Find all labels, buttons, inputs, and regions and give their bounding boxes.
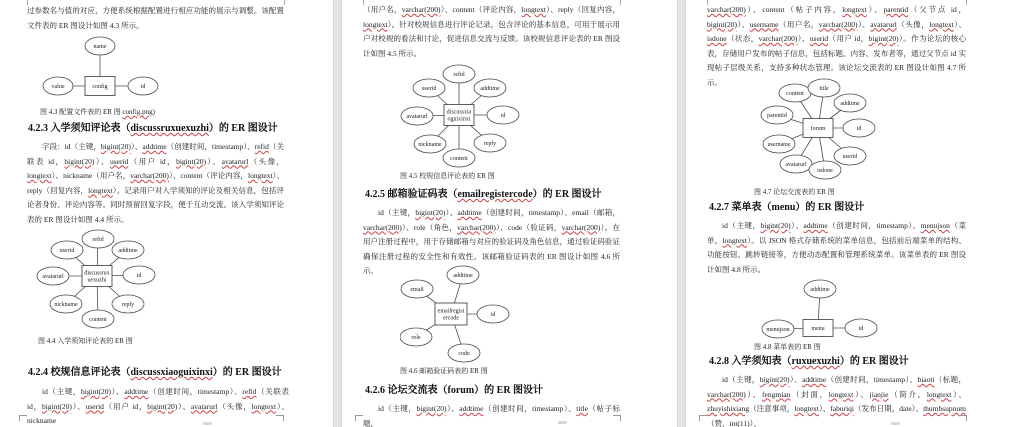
- heading-4-2-4[interactable]: 4.2.4 校规信息评论表（discussxiaoguixinxi）的 ER 图设计: [28, 367, 282, 378]
- page-number-mark: [558, 421, 567, 424]
- svg-text:oguixinxi: oguixinxi: [447, 116, 471, 123]
- heading-4-2-7[interactable]: 4.2.7 菜单表（menu）的 ER 图设计: [709, 202, 865, 213]
- spellcheck-underlined-term: bigint(20): [415, 208, 446, 217]
- svg-text:uexuzhi: uexuzhi: [87, 277, 107, 284]
- spellcheck-underlined-term: title: [576, 404, 588, 413]
- bottom-margin-mark-right: [276, 415, 284, 421]
- paragraph-4-2-3[interactable]: 字段：id（主键，bigint(20)）、addtime（创建时间，timestamp）、refid（关联表 id，bigint(20)）、userid（用户 id，bigint(20)）、avatarurl（头像，longtext）、nickname（用户名，varchar(200)）、content（评论内容，longtext）、reply（回复内容，longtext）。记录用户对入学须知的评论及相关信息，包括评论者身份、评论内容等。同时预留回复字段，便于互动交流。该入学须知评论表的 ER 图设计如图 4.4 所示。: [27, 142, 285, 224]
- svg-text:id: id: [136, 273, 142, 279]
- paragraph-4-2-4[interactable]: id（主键，bigint(20)）、addtime（创建时间，timestamp）、refid（关联表 id，bigint(20)）、userid（用户 id，bigint(20)）、avatarurl（头像，longtext）、nickname: [27, 387, 290, 425]
- paragraph-4-2-7[interactable]: id（主键，bigint(20)）、addtime（创建时间，timestamp）、menujson（菜单，longtext）。以 JSON 格式存储系统的菜单信息，包括前后端菜单的结构、功能按钮、跳转链接等，方便动态配置和管理系统菜单。该菜单表的 ER 图设计如图 4.8 所示。: [707, 221, 967, 274]
- spellcheck-underlined-term: bigint(20): [41, 401, 72, 411]
- svg-text:parentid: parentid: [767, 113, 787, 119]
- figure-caption-4-8[interactable]: 图 4.8 菜单表的 ER 图: [754, 343, 821, 351]
- svg-text:email: email: [410, 287, 424, 293]
- svg-text:id: id: [490, 312, 496, 318]
- spellcheck-underlined-term: addtime: [802, 375, 827, 384]
- spellcheck-underlined-term: discussruxuexuzhi: [130, 123, 209, 134]
- spellcheck-underlined-term: bigint(20): [759, 375, 790, 384]
- spellcheck-underlined-term: varchar(200): [758, 34, 798, 43]
- spellcheck-underlined-term: addtime: [459, 404, 484, 413]
- spellcheck-underlined-term: bigint(20): [81, 387, 112, 396]
- spellcheck-underlined-term: config.png: [122, 108, 153, 116]
- spellcheck-underlined-term: addtime: [803, 221, 828, 230]
- svg-text:nickname: nickname: [418, 142, 442, 148]
- page-gap-1: [333, 0, 342, 427]
- spellcheck-underlined-term: username: [749, 19, 779, 29]
- paragraph-4-2-8[interactable]: id（主键，bigint(20)）、addtime（创建时间，timestamp）、biaoti（标题，varchar(200)）、fengmian（封面，longtext）、jianjie（简介，longtext）、zhuyishixiang（注意事项，longtext）、faburiqi（发布日期，date）、thumbsupnum（赞，int(11)）、: [707, 375, 967, 427]
- document-page-1: [0, 0, 333, 427]
- top-margin-tick-right: [620, 0, 621, 5]
- spellcheck-underlined-term: avatarurl: [190, 401, 218, 411]
- svg-text:menujson: menujson: [766, 327, 790, 333]
- bottom-margin-mark-right: [959, 415, 967, 421]
- svg-text:ercode: ercode: [443, 315, 459, 322]
- spellcheck-underlined-term: varchar(200): [401, 5, 441, 14]
- spellcheck-underlined-term: parentid: [883, 5, 909, 14]
- svg-text:isdone: isdone: [817, 168, 833, 174]
- spellcheck-underlined-term: varchar(200): [363, 222, 402, 232]
- svg-text:username: username: [767, 142, 791, 148]
- spellcheck-underlined-term: varchar(200): [561, 222, 601, 232]
- spellcheck-underlined-term: addtime: [457, 208, 482, 217]
- paragraph-config-table-continued[interactable]: 过参数名与值的对应，方便系统根据配置进行相应功能的展示与调整。该配置文件表的 ER 图设计如图 4.3 所示。: [27, 6, 284, 30]
- spellcheck-underlined-term: jianjie: [869, 389, 889, 399]
- spellcheck-underlined-term: faburiqi: [830, 404, 855, 413]
- spellcheck-underlined-term: refid: [254, 142, 269, 151]
- spellcheck-underlined-term: bigint(20): [707, 19, 737, 29]
- spellcheck-underlined-term: varchar(200): [707, 5, 746, 14]
- figure-caption-4-5[interactable]: 图 4.5 校规信息评论表的 ER 图: [400, 172, 495, 180]
- svg-text:config: config: [92, 84, 108, 90]
- spellcheck-underlined-term: longtext: [794, 404, 819, 413]
- bottom-margin-mark-left: [19, 415, 27, 421]
- bottom-margin-mark-left: [355, 415, 363, 421]
- figure-caption-4-6[interactable]: 图 4.6 邮箱验证码表的 ER 图: [400, 367, 488, 375]
- er-diagram-figure-4-6[interactable]: [400, 265, 520, 370]
- spellcheck-underlined-term: fengmian: [762, 389, 791, 399]
- spellcheck-underlined-term: biaoti: [917, 375, 935, 384]
- svg-text:addtime: addtime: [810, 287, 830, 293]
- spellcheck-underlined-term: varchar(200): [457, 222, 496, 232]
- spellcheck-underlined-term: bigint(20): [147, 401, 178, 411]
- spellcheck-underlined-term: bigint(20): [100, 142, 131, 151]
- svg-text:emailregist: emailregist: [437, 308, 465, 315]
- spellcheck-underlined-term: varchar(200): [130, 171, 169, 180]
- top-margin-tick-right: [284, 0, 285, 5]
- svg-text:content: content: [786, 91, 804, 97]
- spellcheck-underlined-term: longtext: [521, 5, 547, 14]
- spellcheck-underlined-term: addtime: [124, 387, 149, 396]
- spellcheck-underlined-term: thumbsupnum: [923, 404, 967, 413]
- spellcheck-underlined-term: bigint(20): [868, 34, 899, 43]
- spellcheck-underlined-term: longtext: [842, 5, 867, 14]
- spellcheck-underlined-term: longtext: [722, 235, 748, 245]
- svg-text:refid: refid: [453, 72, 465, 78]
- spellcheck-underlined-term: bigint(20): [64, 156, 95, 166]
- paragraph-4-2-6[interactable]: id（主键，bigint(20)）、addtime（创建时间，timestamp）、title（帖子标题，: [363, 404, 621, 427]
- paragraph-forum-table-continued[interactable]: varchar(200)）、content（帖子内容，longtext）、parentid（父节点 id，bigint(20)）、username（用户名，varchar(200)）、avatarurl（头像，longtext）、isdone（状态，varchar(200)）、userid（用户 id，bigint(20)）。作为论坛的核心表，存储用户发布的帖子信息，包括标题、内容、发布者等，通过父节点 id 实现帖子层级关系，支持多种状态管理。该论坛交流表的 ER 图设计如图 4.7 所示。: [707, 5, 967, 87]
- spellcheck-underlined-term: varchar(200): [818, 19, 858, 29]
- svg-text:avatarurl: avatarurl: [406, 114, 428, 120]
- spellcheck-underlined-term: longtext: [828, 389, 854, 399]
- svg-text:menu: menu: [811, 326, 825, 332]
- spellcheck-underlined-term: isdone: [707, 34, 727, 43]
- svg-text:code: code: [458, 351, 470, 357]
- svg-text:role: role: [411, 335, 421, 341]
- heading-4-2-8[interactable]: 4.2.8 入学须知表（ruxuexuzhi）的 ER 图设计: [709, 356, 909, 367]
- svg-text:discussxia: discussxia: [446, 109, 472, 116]
- svg-text:id: id: [140, 84, 146, 90]
- document-page-2: [342, 0, 677, 427]
- top-margin-tick-right: [966, 0, 967, 5]
- svg-text:reply: reply: [483, 141, 497, 147]
- er-diagram-figure-4-8[interactable]: [758, 278, 883, 345]
- er-diagram-figure-4-5[interactable]: [399, 62, 529, 173]
- svg-text:title: title: [819, 86, 829, 92]
- spellcheck-underlined-term: emailregistercode: [457, 189, 533, 200]
- document-page-3: [686, 0, 1024, 427]
- spellcheck-underlined-term: discussxiaoguixinxi: [130, 367, 213, 378]
- heading-4-2-5[interactable]: 4.2.5 邮箱验证码表（emailregistercode）的 ER 图设计: [365, 189, 602, 200]
- svg-text:addtime: addtime: [118, 248, 138, 254]
- svg-text:name: name: [93, 44, 107, 50]
- figure-caption-4-3[interactable]: 图 4.3 配置文件表的 ER 图 config.png): [40, 108, 155, 116]
- svg-text:avatarurl: avatarurl: [785, 162, 807, 168]
- spellcheck-underlined-term: bigint(20): [176, 156, 207, 166]
- svg-text:value: value: [51, 84, 65, 90]
- spellcheck-underlined-term: menujson: [920, 221, 950, 230]
- spellcheck-underlined-term: longtext: [363, 19, 388, 29]
- spellcheck-underlined-term: longtext: [248, 171, 273, 180]
- spellcheck-underlined-term: refid: [242, 387, 257, 396]
- spellcheck-underlined-term: bigint(20): [760, 221, 791, 230]
- svg-text:id: id: [856, 126, 862, 132]
- spellcheck-underlined-term: avatarurl: [221, 156, 249, 166]
- heading-4-2-3[interactable]: 4.2.3 入学须知评论表（discussruxuexuzhi）的 ER 图设计: [28, 123, 278, 134]
- svg-text:reply: reply: [121, 302, 135, 308]
- paragraph-4-2-5[interactable]: id（主键，bigint(20)）、addtime（创建时间，timestamp）、email（邮箱，varchar(200)）、role（角色，varchar(200)）、code（验证码，varchar(200)）。在用户注册过程中，用于存储邮箱与对应的验证码及角色信息，通过验证码验证确保注册过程的安全性和有效性。该邮箱验证码表的 ER 图设计如图 4.6 所示。: [363, 208, 621, 275]
- spellcheck-underlined-term: longtext: [929, 19, 954, 29]
- spellcheck-underlined-term: avatarurl: [870, 19, 897, 29]
- page-gap-2: [677, 0, 686, 427]
- heading-4-2-6[interactable]: 4.2.6 论坛交流表（forum）的 ER 图设计: [365, 385, 544, 396]
- svg-text:discussrux: discussrux: [84, 270, 110, 277]
- svg-text:userid: userid: [842, 154, 858, 160]
- paragraph-4-2-4-continued[interactable]: （用户名，varchar(200)）、content（评论内容，longtext）、reply（回复内容，longtext）。针对校规信息进行评论记录，包含评论的基本信息，可用于展示用户对校规的看法和讨论，促进信息交流与反馈。该校规信息评论表的 ER 图设计如图 4.5 所示。: [363, 5, 621, 58]
- bottom-margin-mark-right: [613, 415, 621, 421]
- svg-text:userid: userid: [59, 248, 75, 254]
- er-diagram-figure-4-4[interactable]: [27, 228, 187, 335]
- svg-text:content: content: [450, 156, 468, 162]
- svg-text:content: content: [89, 317, 107, 323]
- spellcheck-underlined-term: zhuyishixiang: [707, 404, 750, 413]
- figure-caption-4-4[interactable]: 图 4.4 入学须知评论表的 ER 图: [38, 337, 133, 345]
- spellcheck-underlined-term: userid: [109, 156, 129, 166]
- page-number-mark: [203, 422, 212, 425]
- spellcheck-underlined-term: bigint(20): [416, 404, 447, 413]
- svg-text:addtime: addtime: [453, 273, 473, 279]
- figure-caption-4-7[interactable]: 图 4.7 论坛交流表的 ER 图: [754, 188, 835, 196]
- svg-text:avatarurl: avatarurl: [42, 274, 64, 280]
- spellcheck-underlined-term: ruxuexuzhi: [791, 356, 840, 367]
- spellcheck-underlined-term: userid: [809, 34, 829, 43]
- spellcheck-underlined-term: longtext: [251, 401, 277, 411]
- page-number-mark: [891, 422, 900, 425]
- spellcheck-underlined-term: userid: [85, 401, 104, 411]
- svg-text:nickname: nickname: [54, 302, 78, 308]
- spellcheck-underlined-term: varchar(200): [707, 389, 746, 399]
- svg-text:addtime: addtime: [840, 101, 860, 107]
- er-diagram-figure-4-7[interactable]: [755, 76, 880, 189]
- svg-text:userid: userid: [421, 86, 437, 92]
- svg-text:refid: refid: [92, 237, 104, 243]
- er-diagram-figure-4-3[interactable]: [30, 32, 190, 113]
- bottom-margin-mark-left: [699, 415, 707, 421]
- spellcheck-underlined-term: longtext: [926, 389, 952, 399]
- spellcheck-underlined-term: addtime: [142, 142, 167, 151]
- svg-text:addtime: addtime: [480, 86, 500, 92]
- spellcheck-underlined-term: longtext: [27, 171, 52, 180]
- spellcheck-underlined-term: longtext: [88, 185, 113, 195]
- svg-text:id: id: [858, 326, 864, 332]
- svg-text:forum: forum: [810, 126, 826, 132]
- svg-text:id: id: [500, 113, 506, 119]
